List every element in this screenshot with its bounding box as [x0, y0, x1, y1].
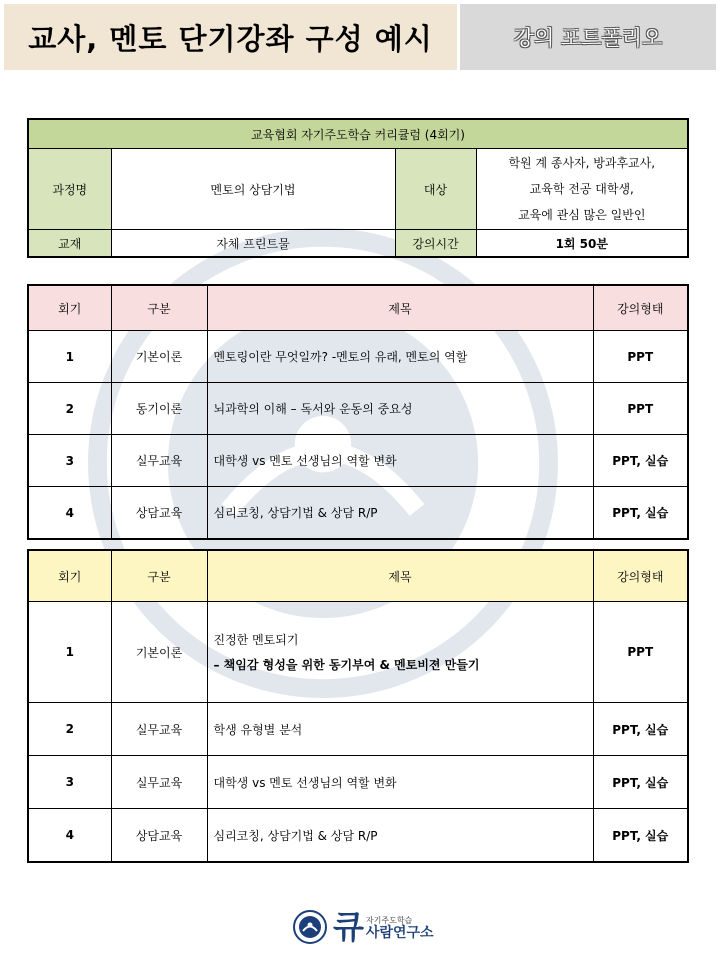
logo-mark: 큐: [333, 908, 364, 946]
session-number: 3: [28, 756, 111, 809]
page-title: 교사, 멘토 단기강좌 구성 예시: [28, 21, 433, 56]
course-name-value: 멘토의 상담기법: [111, 149, 395, 230]
session-title-cell: [207, 602, 593, 703]
session-format: PPT, 실습: [593, 756, 688, 809]
header-format: 강의형태: [593, 285, 688, 331]
session-table-b: [27, 549, 689, 863]
header-session: 회기: [28, 285, 111, 331]
target-line: 교육학 전공 대학생,: [529, 182, 634, 196]
session-format: PPT, 실습: [593, 435, 688, 487]
session-format: PPT: [593, 602, 688, 703]
session-category: 상담교육: [111, 487, 207, 540]
session-format: PPT, 실습: [593, 703, 688, 756]
header-category: 구분: [111, 285, 207, 331]
curriculum-overview-table: [27, 118, 689, 258]
session-category: 실무교육: [111, 756, 207, 809]
session-title: 멘토링이란 무엇일까? -멘토의 유래, 멘토의 역할: [207, 331, 593, 383]
table-row: [28, 809, 688, 863]
session-number: 2: [28, 383, 111, 435]
session-title: 대학생 vs 멘토 선생님의 역할 변화: [207, 435, 593, 487]
session-title: 대학생 vs 멘토 선생님의 역할 변화: [207, 756, 593, 809]
session-format: PPT: [593, 383, 688, 435]
table-row: [28, 487, 688, 540]
table-row: [28, 756, 688, 809]
header-category: 구분: [111, 550, 207, 602]
portfolio-banner: [460, 4, 716, 70]
session-format: PPT, 실습: [593, 809, 688, 863]
session-category: 기본이론: [111, 331, 207, 383]
session-category: 동기이론: [111, 383, 207, 435]
header-format: 강의형태: [593, 550, 688, 602]
target-label: 대상: [395, 149, 476, 230]
table-row: [28, 602, 688, 703]
session-category: 실무교육: [111, 703, 207, 756]
session-format: PPT: [593, 331, 688, 383]
material-value: 자체 프린트물: [111, 230, 395, 258]
table-row: [28, 703, 688, 756]
table-row: [28, 331, 688, 383]
session-table-a: [27, 284, 689, 540]
logo-name: 사람연구소: [365, 924, 434, 941]
session-title: 진정한 멘토되기: [213, 633, 299, 647]
session-number: 1: [28, 331, 111, 383]
session-subtitle: – 책임감 형성을 위한 동기부여 & 멘토비젼 만들기: [213, 658, 480, 672]
target-value: [476, 149, 688, 230]
session-category: 상담교육: [111, 809, 207, 863]
session-number: 4: [28, 487, 111, 540]
portfolio-label: 강의 포트폴리오: [513, 26, 663, 50]
table-header-row: [28, 285, 688, 331]
session-number: 1: [28, 602, 111, 703]
table-row: [28, 435, 688, 487]
page-title-banner: [4, 4, 457, 70]
header-title: 제목: [207, 550, 593, 602]
session-number: 4: [28, 809, 111, 863]
session-title: 심리코칭, 상담기법 & 상담 R/P: [207, 809, 593, 863]
footer-logo: [293, 910, 434, 944]
session-title: 학생 유형별 분석: [207, 703, 593, 756]
logo-small-text: 자기주도학습: [365, 915, 413, 925]
target-line: 학원 계 종사자, 방과후교사,: [508, 156, 656, 170]
overview-title: 교육협회 자기주도학습 커리큘럼 (4회기): [28, 119, 688, 149]
header-session: 회기: [28, 550, 111, 602]
lecture-time-value: 1회 50분: [476, 230, 688, 258]
session-category: 실무교육: [111, 435, 207, 487]
session-title: 심리코칭, 상담기법 & 상담 R/P: [207, 487, 593, 540]
session-number: 2: [28, 703, 111, 756]
header-title: 제목: [207, 285, 593, 331]
material-label: 교재: [28, 230, 111, 258]
target-line: 교육에 관심 많은 일반인: [518, 208, 646, 222]
table-header-row: [28, 550, 688, 602]
table-row: [28, 383, 688, 435]
session-format: PPT, 실습: [593, 487, 688, 540]
session-category: 기본이론: [111, 602, 207, 703]
session-title: 뇌과학의 이해 – 독서와 운동의 중요성: [207, 383, 593, 435]
seal-logo-icon: [293, 910, 327, 944]
session-number: 3: [28, 435, 111, 487]
course-name-label: 과정명: [28, 149, 111, 230]
lecture-time-label: 강의시간: [395, 230, 476, 258]
